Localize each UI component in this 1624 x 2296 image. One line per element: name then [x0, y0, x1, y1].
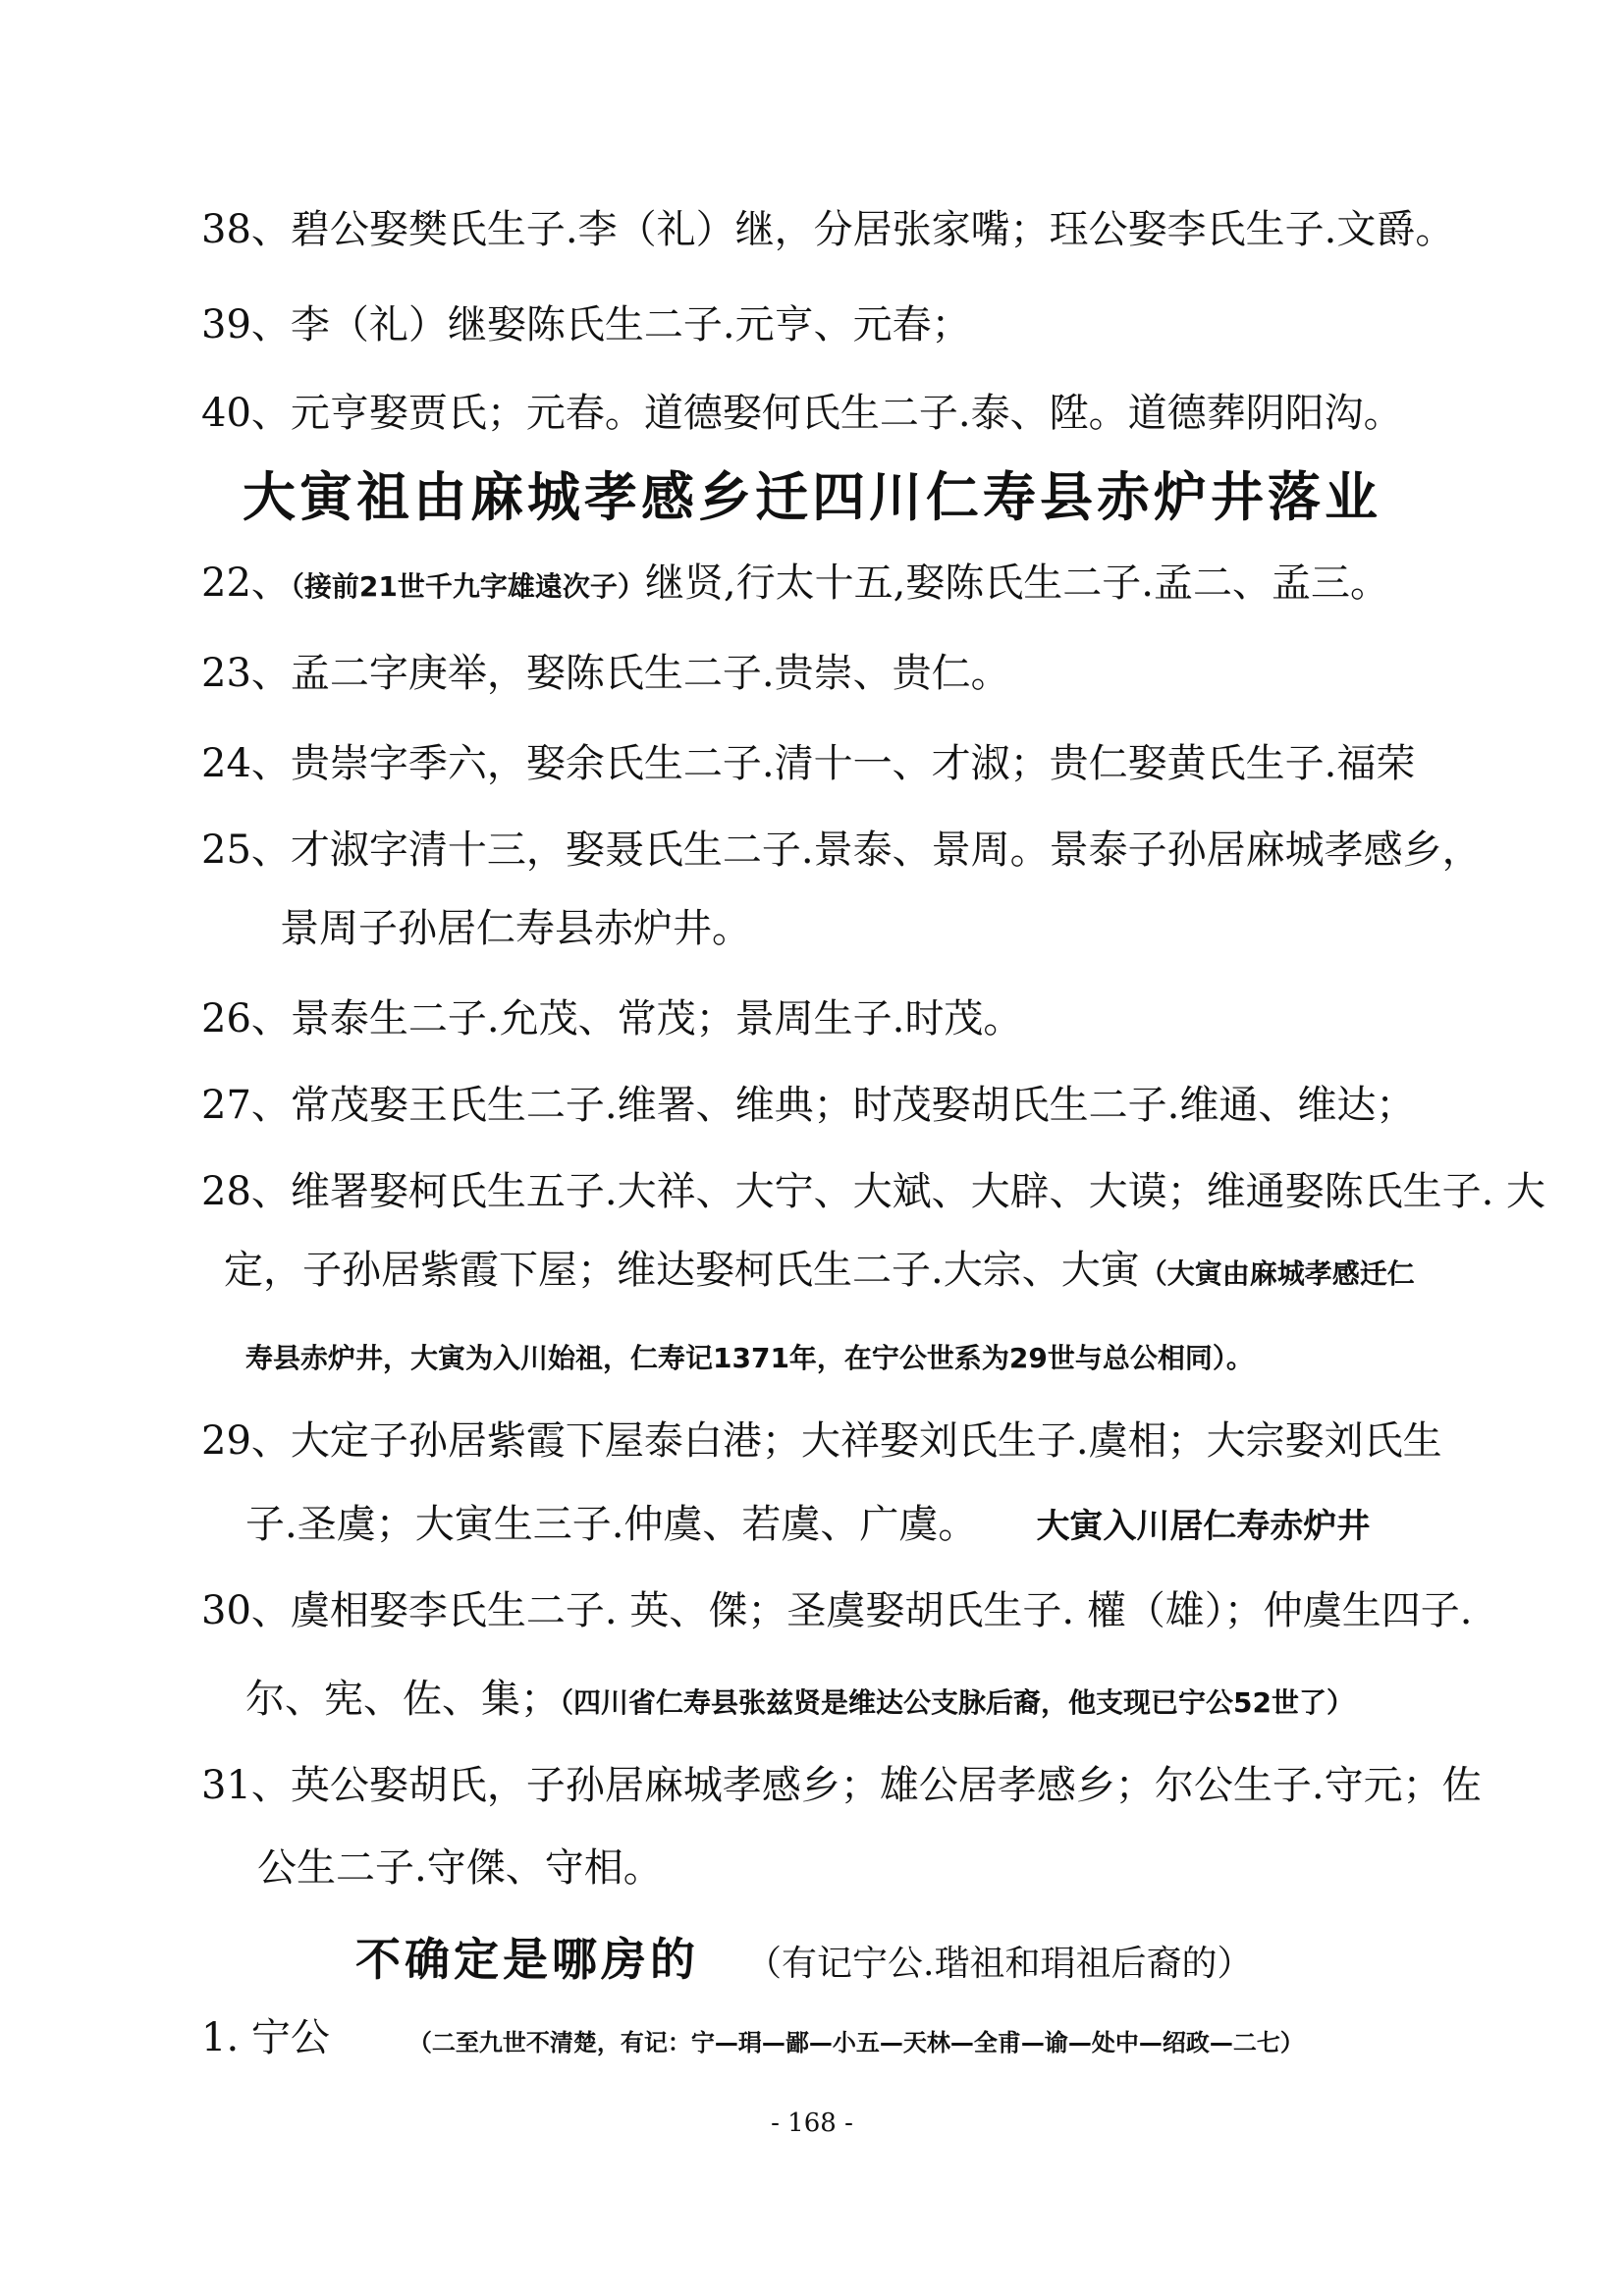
line-22-prefix: 22、 [201, 561, 291, 606]
section-heading: 大寅祖由麻城孝感乡迁四川仁寿县赤炉井落业 [243, 466, 1381, 528]
genealogy-line-24: 24、贵崇字季六，娶余氏生二子.清十一、才淑；贵仁娶黄氏生子.福荣 [201, 741, 1416, 786]
item-1 [201, 2012, 1624, 2068]
genealogy-line-29: 29、大定子孙居紫霞下屋泰白港；大祥娶刘氏生子.虞相；大宗娶刘氏生 [201, 1418, 1442, 1464]
genealogy-line-22 [201, 558, 1624, 613]
genealogy-line-28-note: 寿县赤炉井，大寅为入川始祖，仁寿记1371年，在宁公世系为29世与总公相同）。 [245, 1342, 1254, 1374]
item-1-note: （二至九世不清楚，有记：宁—琄—鄙—小五—天林—全甫—谕—处中—绍政—二七） [407, 2029, 1304, 2056]
subheading-paren: （有记宁公.瑎祖和琄祖后裔的） [746, 1944, 1253, 1984]
genealogy-line-38: 38、碧公娶樊氏生子.李（礼）继，分居张家嘴；珏公娶李氏生子.文爵。 [201, 207, 1455, 252]
genealogy-line-31-cont: 公生二子.守傑、守相。 [257, 1845, 663, 1891]
genealogy-line-30: 30、虞相娶李氏生二子. 英、傑；圣虞娶胡氏生子. 權（雄）；仲虞生四子. [201, 1588, 1473, 1633]
line-28b-text: 定，子孙居紫霞下屋；维达娶柯氏生二子.大宗、大寅 [224, 1248, 1140, 1293]
genealogy-line-26: 26、景泰生二子.允茂、常茂；景周生子.时茂。 [201, 996, 1023, 1041]
genealogy-line-27: 27、常茂娶王氏生二子.维署、维典；时茂娶胡氏生二子.维通、维达； [201, 1083, 1416, 1128]
line-29b-note: 大寅入川居仁寿赤炉井 [1036, 1507, 1371, 1546]
genealogy-line-23: 23、孟二字庚举，娶陈氏生二子.贵崇、贵仁。 [201, 651, 1010, 696]
line-22-note: （接前21世千九字雄遠次子） [290, 570, 645, 603]
genealogy-line-25-cont: 景周子孙居仁寿县赤炉井。 [280, 906, 751, 951]
genealogy-line-30-cont [245, 1674, 1624, 1729]
genealogy-line-40: 40、元亨娶贾氏；元春。道德娶何氏生二子.泰、陞。道德葬阴阳沟。 [201, 391, 1403, 436]
line-30b-note: （四川省仁寿县张兹贤是维达公支脉后裔，他支现已宁公52世了） [560, 1686, 1354, 1719]
line-28b-note: （大寅由麻城孝感迁仁 [1139, 1257, 1415, 1290]
line-30b-text: 尔、宪、佐、集； [245, 1677, 560, 1722]
genealogy-line-29-cont [245, 1499, 1624, 1552]
page-number: - 168 - [771, 2109, 853, 2138]
genealogy-line-28-cont [224, 1245, 1624, 1300]
genealogy-line-31: 31、英公娶胡氏，子孙居麻城孝感乡；雄公居孝感乡；尔公生子.守元；佐 [201, 1763, 1482, 1808]
genealogy-line-39: 39、李（礼）继娶陈氏生二子.元亨、元春； [201, 302, 971, 347]
line-22-text: 继贤,行太十五,娶陈氏生二子.孟二、孟三。 [644, 561, 1390, 606]
genealogy-line-25: 25、才淑字清十三，娶聂氏生二子.景泰、景周。景泰子孙居麻城孝感乡， [201, 828, 1482, 873]
line-29b-text: 子.圣虞；大寅生三子.仲虞、若虞、广虞。 [245, 1502, 978, 1547]
genealogy-line-28: 28、维署娶柯氏生五子.大祥、大宁、大斌、大辟、大谟；维通娶陈氏生子. 大 [201, 1169, 1546, 1214]
subheading-main: 不确定是哪房的 [355, 1933, 699, 1986]
uncertain-branch-heading [355, 1924, 1624, 1989]
item-1-label: 1. 宁公 [201, 2015, 330, 2060]
